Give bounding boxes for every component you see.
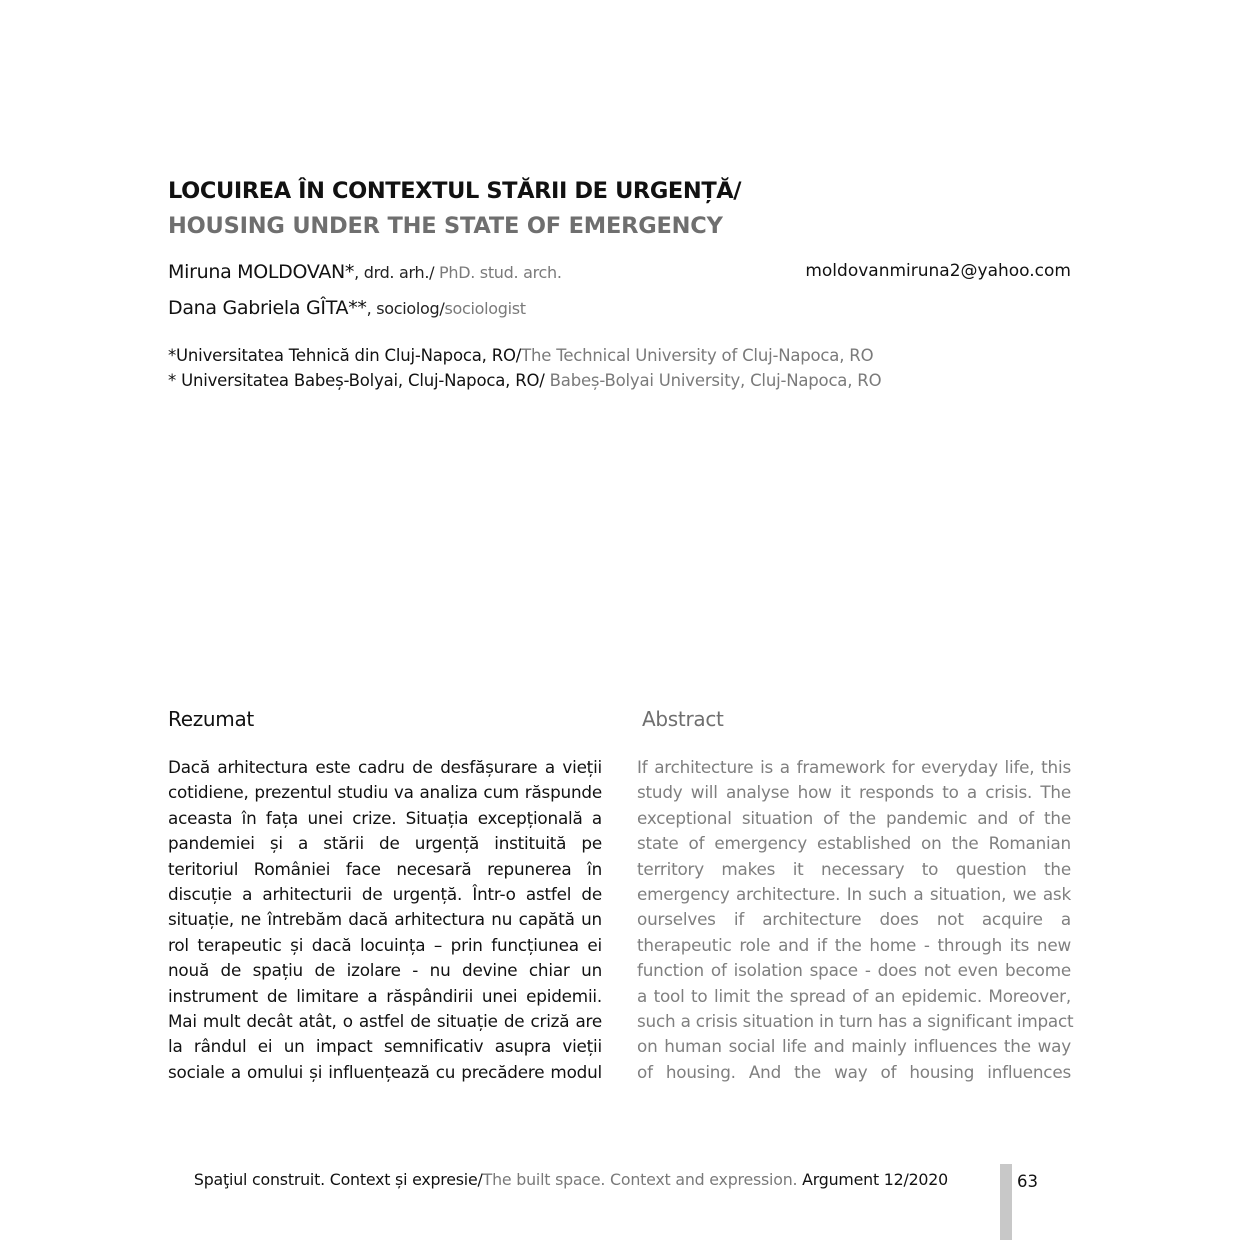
abstract-line: a tool to limit the spread of an epidemic. Moreover,	[637, 985, 1071, 1006]
rezumat-line: instrument de limitare a răspândirii unei epidemii.	[168, 985, 602, 1006]
rezumat-line: Mai mult decât atât, o astfel de situație de criză are	[168, 1010, 602, 1031]
paper-title-english: HOUSING UNDER THE STATE OF EMERGENCY	[168, 213, 723, 239]
author-2-role-ro: , sociolog/	[366, 299, 445, 318]
abstract-line: study will analyse how it responds to a crisis. The	[637, 782, 1071, 803]
rezumat-line: rol terapeutic și dacă locuința – prin funcțiunea ei	[168, 934, 602, 955]
abstract-line: function of isolation space - does not even become	[637, 960, 1071, 981]
abstract-line: state of emergency established on the Romanian	[637, 833, 1071, 854]
rezumat-line: aceasta în fața unei crize. Situația excepțională a	[168, 807, 602, 828]
abstract-line: exceptional situation of the pandemic and of the	[637, 807, 1071, 828]
rezumat-line: sociale a omului și influențează cu precădere modul	[168, 1061, 602, 1082]
affiliation-2	[168, 371, 881, 390]
rezumat-line: la rândul ei un impact semnificativ asupra vieții	[168, 1036, 602, 1057]
rezumat-line: Dacă arhitectura este cadru de desfășurare a vieții	[168, 757, 602, 777]
footer-issue: Argument 12/2020	[797, 1170, 948, 1189]
footer-divider-bar	[1000, 1164, 1012, 1240]
rezumat-line: situație, ne întrebăm dacă arhitectura nu capătă un	[168, 909, 602, 930]
author-2	[168, 297, 526, 319]
rezumat-line: discuție a arhitecturii de urgență. Într-o astfel de	[168, 883, 602, 904]
rezumat-line: cotidiene, prezentul studiu va analiza cum răspunde	[168, 782, 602, 803]
abstract-line: such a crisis situation in turn has a significant impact	[637, 1010, 1074, 1031]
author-2-role-en: sociologist	[444, 299, 526, 318]
abstract-line: If architecture is a framework for everyday life, this	[637, 757, 1071, 777]
author-1-name: Miruna MOLDOVAN*	[168, 261, 355, 283]
author-1-role-ro: , drd. arh./	[354, 263, 435, 282]
page-number: 63	[1017, 1172, 1038, 1191]
footer-journal-ro: Spaţiul construit. Context și expresie/	[193, 1170, 483, 1189]
author-1	[168, 261, 562, 283]
affiliation-2-ro: * Universitatea Babeș-Bolyai, Cluj-Napoca, RO/	[168, 371, 545, 390]
abstract-line: of housing. And the way of housing influences	[637, 1061, 1071, 1082]
affiliation-1-en: The Technical University of Cluj-Napoca, RO	[521, 346, 874, 365]
abstract-line: emergency architecture. In such a situation, we ask	[637, 883, 1071, 904]
affiliation-2-en: Babeș-Bolyai University, Cluj-Napoca, RO	[544, 371, 882, 390]
paper-title-romanian: LOCUIREA ÎN CONTEXTUL STĂRII DE URGENȚĂ/	[168, 178, 742, 204]
footer-journal-en: The built space. Context and expression.	[482, 1170, 798, 1189]
abstract-heading: Abstract	[642, 707, 724, 731]
abstract-line: on human social life and mainly influences the way	[637, 1036, 1071, 1057]
author-1-role-en: PhD. stud. arch.	[434, 263, 562, 282]
abstract-body	[637, 755, 1074, 1085]
abstract-line: ourselves if architecture does not acquire a	[637, 909, 1071, 930]
rezumat-line: nouă de spațiu de izolare - nu devine chiar un	[168, 960, 602, 981]
rezumat-line: teritoriul României face necesară repunerea în	[168, 858, 602, 879]
affiliation-1-ro: *Universitatea Tehnică din Cluj-Napoca, RO/	[168, 346, 522, 365]
author-2-name: Dana Gabriela GÎTA**	[168, 297, 367, 319]
rezumat-heading: Rezumat	[168, 707, 254, 731]
author-email[interactable]: moldovanmiruna2@yahoo.com	[805, 261, 1071, 281]
running-footer	[0, 1170, 948, 1189]
rezumat-line: pandemiei și a stării de urgență instituită pe	[168, 833, 602, 854]
abstract-line: territory makes it necessary to question the	[637, 858, 1071, 879]
abstract-line: therapeutic role and if the home - through its new	[637, 934, 1071, 955]
rezumat-body	[168, 755, 602, 1085]
affiliation-1	[168, 346, 873, 365]
